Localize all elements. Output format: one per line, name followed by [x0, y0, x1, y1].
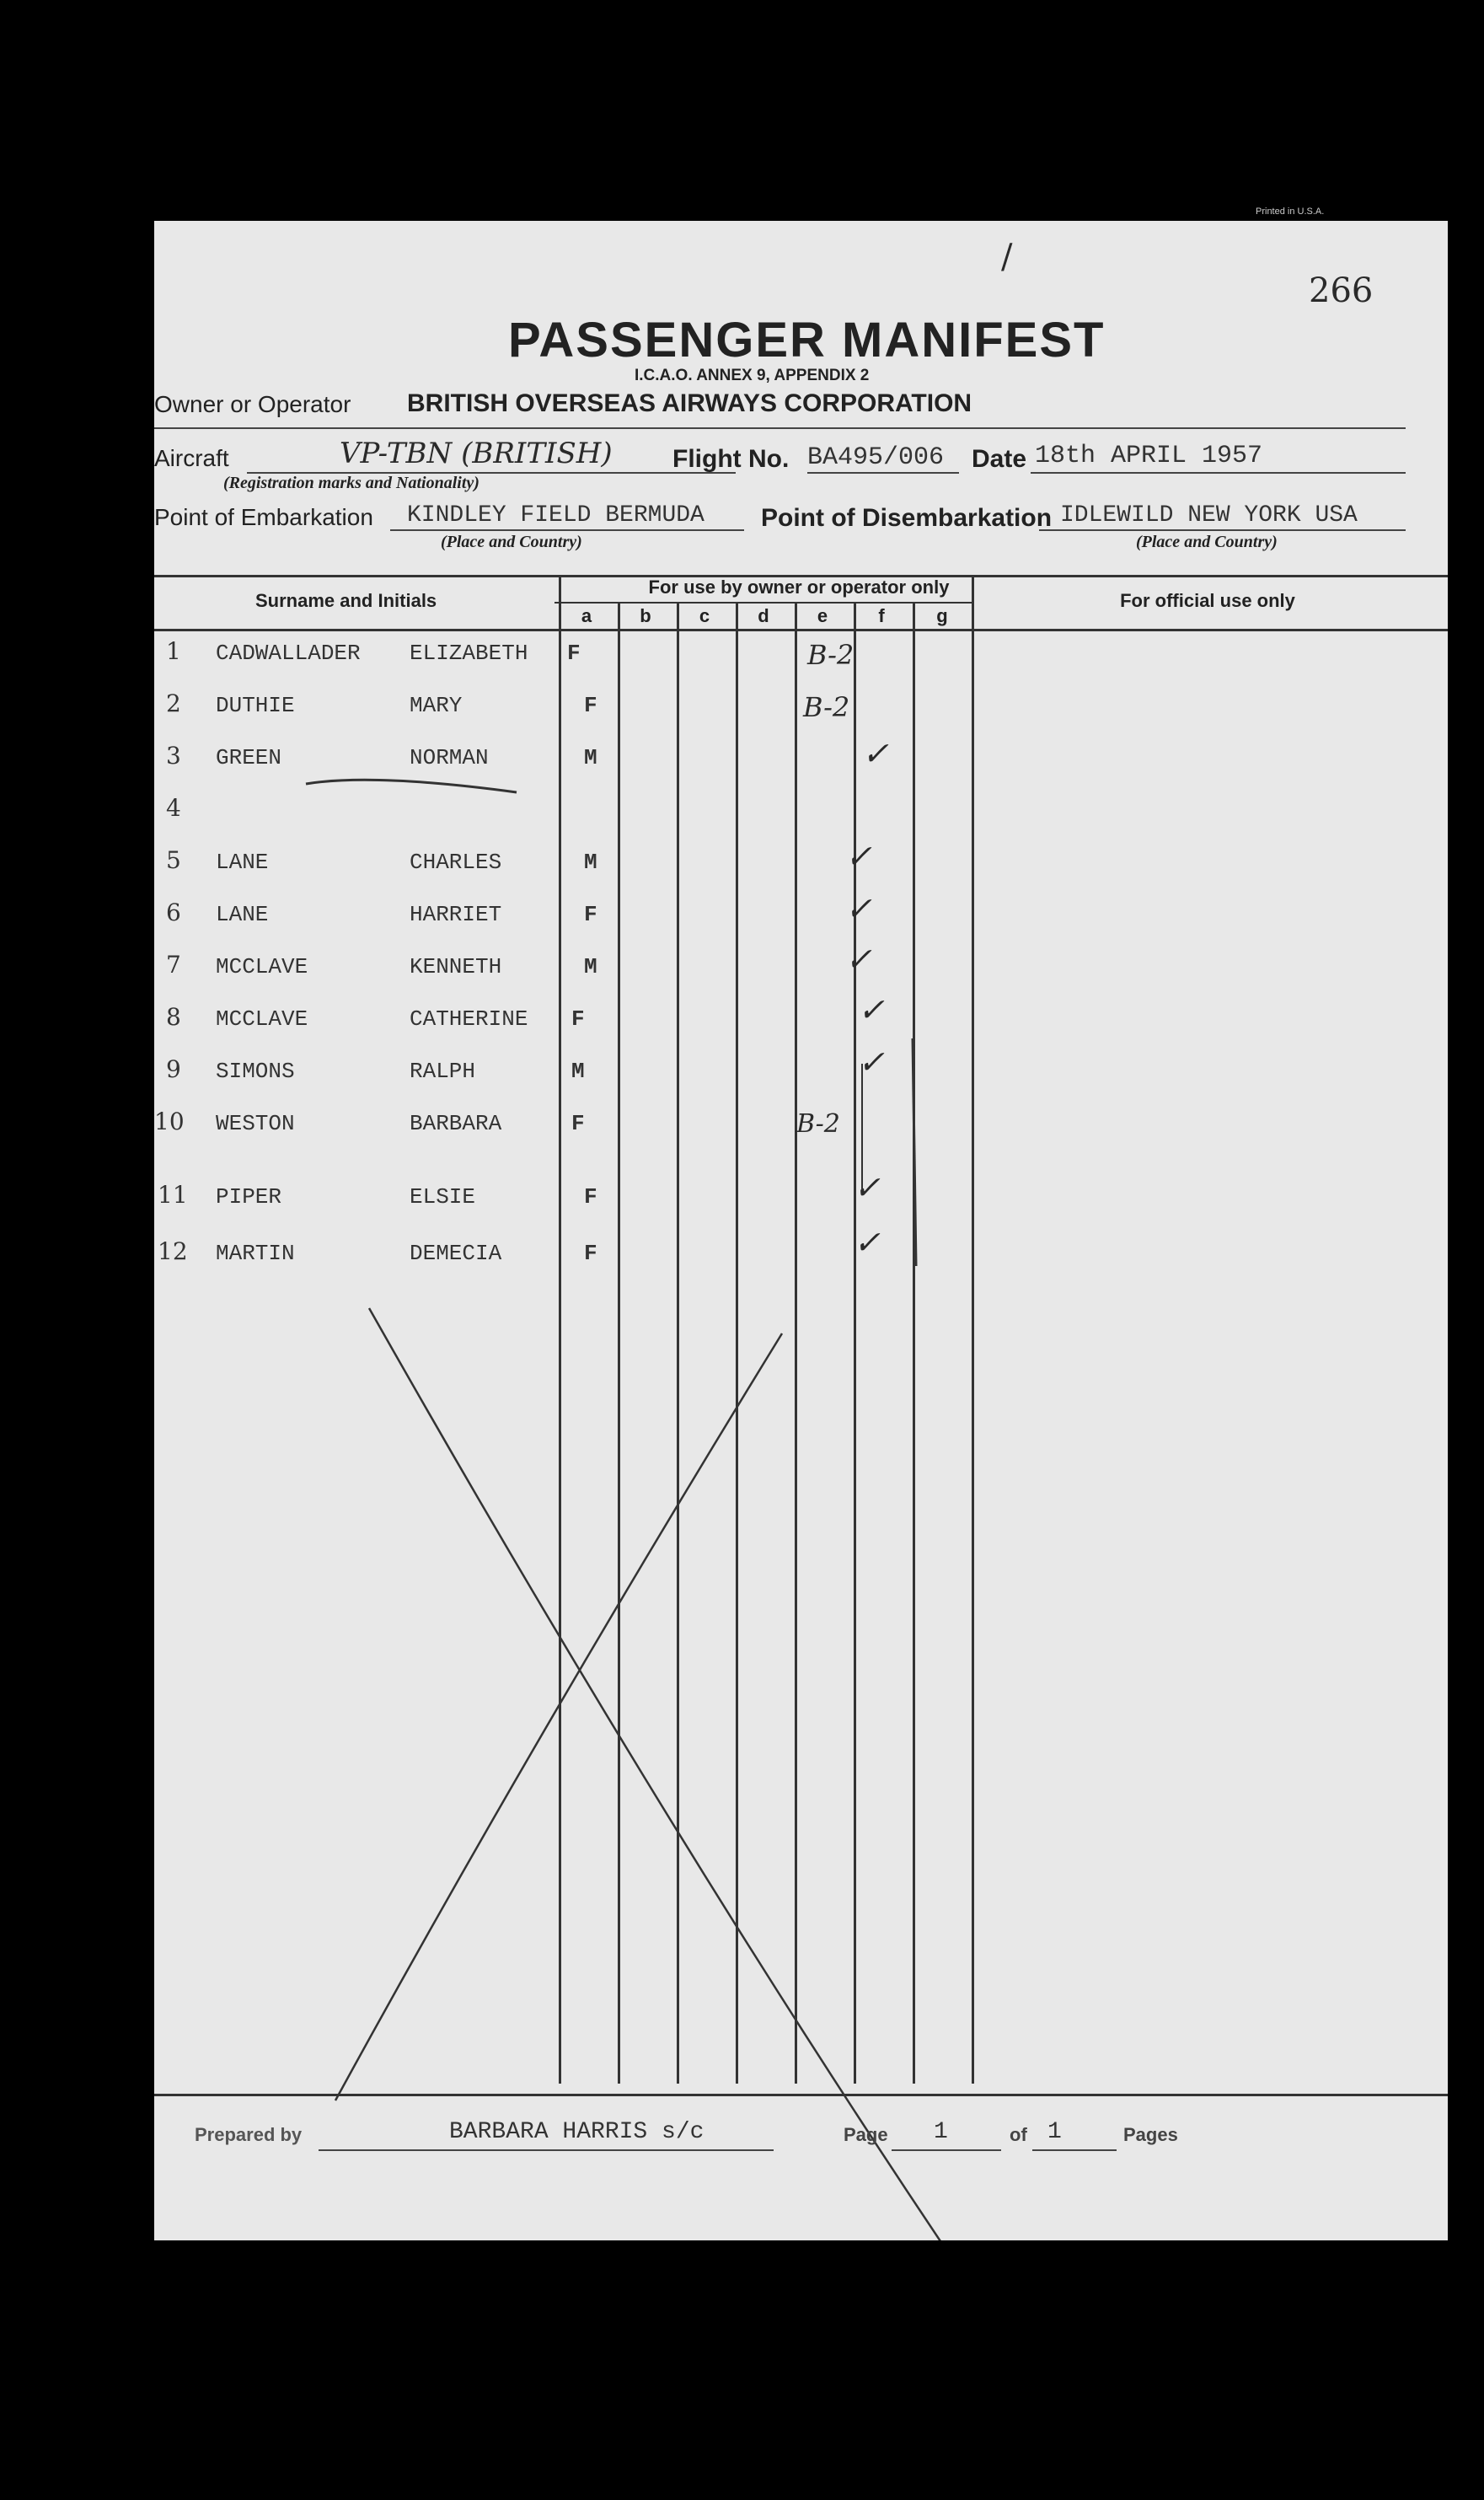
date-label: Date [972, 445, 1027, 473]
surname: MCCLAVE [216, 954, 308, 979]
row-number: 8 [166, 1003, 181, 1031]
handwritten-mark: B-2 [796, 1109, 840, 1139]
sex: M [584, 745, 597, 770]
row-number: 9 [166, 1055, 181, 1083]
sex: F [584, 1184, 597, 1210]
row-number: 3 [166, 742, 181, 770]
corner-note: Printed in U.S.A. [1256, 207, 1325, 217]
flight-label: Flight No. [672, 445, 790, 473]
of-label: of [1010, 2124, 1027, 2145]
page-number: 266 [1309, 271, 1374, 310]
row-number: 11 [158, 1181, 188, 1209]
given-name: ELIZABETH [410, 641, 528, 666]
surname: PIPER [216, 1184, 282, 1210]
surname: MCCLAVE [216, 1006, 308, 1032]
handwritten-mark: ✓ [845, 838, 872, 875]
row-number: 2 [166, 689, 181, 717]
page-subtitle: I.C.A.O. ANNEX 9, APPENDIX 2 [635, 367, 870, 384]
page-label: Page [844, 2124, 888, 2145]
given-name: HARRIET [410, 902, 502, 927]
prepared-label: Prepared by [195, 2124, 303, 2145]
cancel-stroke [335, 1333, 782, 2100]
flight-value: BA495/006 [807, 443, 945, 472]
owner-use-header: For use by owner or operator only [648, 577, 950, 598]
pen-vertical-line [913, 1038, 916, 1266]
surname: GREEN [216, 745, 282, 770]
given-name: NORMAN [410, 745, 489, 770]
surname: SIMONS [216, 1059, 295, 1084]
sex: F [571, 1111, 585, 1136]
prepared-line [319, 2149, 774, 2151]
sex: M [571, 1059, 585, 1084]
handwritten-mark: ✓ [854, 1224, 881, 1261]
pen-markings [154, 221, 1448, 2240]
given-name: RALPH [410, 1059, 476, 1084]
row-number: 7 [166, 951, 181, 979]
owner-label: Owner or Operator [154, 391, 351, 417]
given-name: BARBARA [410, 1111, 502, 1136]
embark-note: (Place and Country) [441, 533, 582, 551]
prepared-value: BARBARA HARRIS s/c [449, 2119, 704, 2145]
handwritten-mark: ✓ [845, 941, 872, 978]
sex: F [584, 1241, 597, 1266]
given-name: MARY [410, 693, 463, 718]
surname: LANE [216, 850, 269, 875]
given-name: DEMECIA [410, 1241, 502, 1266]
of-line [1032, 2149, 1117, 2151]
disembark-value: IDLEWILD NEW YORK USA [1060, 502, 1358, 528]
row-number: 6 [166, 899, 181, 926]
date-value: 18th APRIL 1957 [1035, 442, 1263, 470]
surname-header: Surname and Initials [255, 590, 437, 611]
embark-label: Point of Embarkation [154, 504, 373, 530]
sex: F [571, 1006, 585, 1032]
sex: M [584, 850, 597, 875]
surname: LANE [216, 902, 269, 927]
col-g-header: g [936, 605, 948, 626]
row-strike-line [306, 780, 517, 792]
sex: M [584, 954, 597, 979]
handwritten-mark: ✓ [854, 1169, 881, 1206]
manifest-page [154, 221, 1448, 2240]
col-a-header: a [581, 605, 592, 626]
row-number: 4 [166, 794, 181, 822]
of-value: 1 [1047, 2119, 1062, 2145]
page-line [892, 2149, 1001, 2151]
surname: MARTIN [216, 1241, 295, 1266]
sex: F [567, 641, 581, 666]
col-d-header: d [758, 605, 769, 626]
embark-value: KINDLEY FIELD BERMUDA [407, 502, 704, 528]
surname: WESTON [216, 1111, 295, 1136]
page-value: 1 [934, 2119, 948, 2145]
given-name: ELSIE [410, 1184, 476, 1210]
owner-value: BRITISH OVERSEAS AIRWAYS CORPORATION [407, 389, 972, 417]
pages-label: Pages [1123, 2124, 1178, 2145]
given-name: CATHERINE [410, 1006, 528, 1032]
aircraft-value: VP-TBN (BRITISH) [340, 437, 613, 470]
handwritten-mark: ✓ [845, 890, 872, 927]
row-number: 12 [158, 1237, 188, 1265]
table-bottom-rule [154, 2094, 1448, 2096]
handwritten-mark: B-2 [803, 691, 850, 723]
aircraft-label: Aircraft [154, 445, 229, 471]
disembark-note: (Place and Country) [1136, 533, 1278, 551]
col-e-header: e [817, 605, 828, 626]
handwritten-mark: ✓ [858, 1043, 885, 1081]
given-name: CHARLES [410, 850, 502, 875]
handwritten-mark: B-2 [807, 639, 855, 671]
row-number: 10 [154, 1108, 185, 1135]
pencil-tick: / [1001, 238, 1013, 276]
page-title: PASSENGER MANIFEST [508, 313, 1106, 367]
row-number: 1 [166, 637, 181, 665]
cancel-stroke [369, 1308, 942, 2240]
disembark-label: Point of Disembarkation [761, 504, 1053, 532]
official-header: For official use only [1120, 590, 1295, 611]
row-number: 5 [166, 846, 181, 874]
col-f-header: f [878, 605, 885, 626]
aircraft-note: (Registration marks and Nationality) [223, 474, 479, 492]
given-name: KENNETH [410, 954, 502, 979]
col-c-header: c [699, 605, 710, 626]
surname: DUTHIE [216, 693, 295, 718]
surname: CADWALLADER [216, 641, 361, 666]
col-b-header: b [640, 605, 651, 626]
handwritten-mark: ✓ [858, 991, 885, 1028]
sex: F [584, 693, 597, 718]
handwritten-mark: ✓ [862, 735, 889, 772]
sex: F [584, 902, 597, 927]
